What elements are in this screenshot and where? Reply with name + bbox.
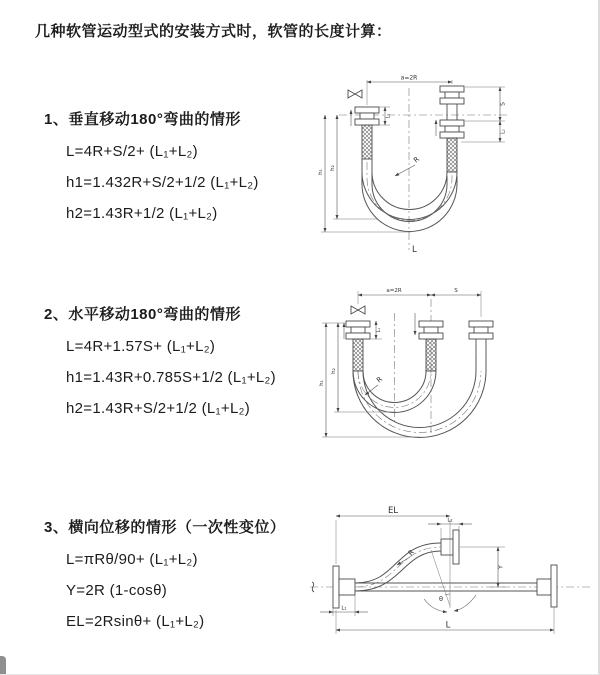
dimension-a2r (367, 75, 452, 106)
dimension-s (431, 288, 481, 295)
label-y: Y (496, 565, 505, 569)
dimension-s (465, 87, 507, 121)
formula-line: L=4R+1.57S+ (L₁+L₂) (66, 338, 216, 355)
section-1-heading: 1、垂直移动180°弯曲的情形 (44, 111, 241, 128)
diagram-horizontal-bend-svg (318, 283, 600, 455)
section-3 (44, 516, 285, 637)
diagram-lateral-displacement (300, 502, 600, 642)
dimension-l1 (370, 321, 382, 339)
formula-line: L=4R+S/2+ (L₁+L₂) (66, 143, 198, 160)
hose-s-curve (355, 543, 441, 591)
valve-icon (351, 306, 365, 314)
hose-centerline (367, 162, 452, 221)
braided-section (362, 125, 372, 159)
dimension-l (336, 607, 554, 634)
label-r: R (375, 375, 385, 385)
label-l-total: L (412, 245, 417, 255)
diagram-lateral-displacement-svg (300, 502, 600, 642)
dimension-l1 (320, 595, 368, 616)
formula-line: L=πRθ/90+ (L₁+L₂) (66, 551, 198, 568)
dimension-y (460, 547, 505, 587)
formula-line: h2=1.43R+S/2+1/2 (L₁+L₂) (66, 400, 251, 417)
valve-icon (348, 90, 362, 98)
label-h2: h₂ (330, 165, 336, 171)
left-flange (333, 566, 355, 608)
label-s: S (454, 288, 458, 294)
section-3-heading: 3、横向位移的情形（一次性变位） (44, 519, 286, 536)
radius-callout (395, 155, 421, 176)
label-a2r: a=2R (386, 288, 402, 294)
displaced-hose-end (469, 321, 493, 357)
label-l2: L₂ (500, 129, 507, 134)
formula-line: h1=1.43R+0.785S+1/2 (L₁+L₂) (66, 369, 276, 386)
label-l1: L₁ (341, 605, 347, 612)
braided-section (426, 339, 436, 371)
diagram-vertical-bend-svg (315, 72, 590, 254)
centerlines (395, 299, 432, 433)
braided-section (447, 138, 457, 172)
hose-u-curves (362, 159, 457, 232)
section-2-heading: 2、水平移动180°弯曲的情形 (44, 306, 241, 323)
dimension-h1 (319, 323, 420, 437)
section-2 (44, 303, 276, 424)
label-el: EL (387, 506, 399, 516)
left-hose-end (344, 321, 370, 371)
right-flange-original (537, 565, 557, 607)
page-title: 几种软管运动型式的安装方式时，软管的长度计算： (35, 23, 392, 40)
dimension-a2r (358, 288, 481, 317)
label-a2r: a=2R (400, 74, 418, 82)
label-l2: L₂ (447, 517, 453, 524)
section-1 (44, 108, 259, 229)
label-h2: h₂ (331, 368, 337, 374)
swing-arrow (454, 595, 476, 611)
label-h1: h₁ (319, 380, 325, 386)
hose-u-curves (353, 357, 486, 438)
diagram-vertical-bend (315, 72, 590, 254)
label-h1: h₁ (318, 169, 324, 175)
braided-section (353, 339, 363, 371)
swing-arrow (424, 599, 447, 612)
middle-hose-end (415, 313, 443, 371)
scan-artifact (0, 656, 6, 675)
formula-line: EL=2Rsinθ+ (L₁+L₂) (66, 613, 205, 630)
label-s: S (499, 102, 507, 106)
right-hose-end (436, 86, 464, 172)
dimension-l2 (461, 121, 507, 142)
formula-line: h1=1.432R+S/2+1/2 (L₁+L₂) (66, 174, 259, 191)
label-r: R (412, 155, 422, 165)
angle-theta-construction (424, 517, 476, 612)
label-r: R (406, 548, 416, 558)
diagram-horizontal-bend (318, 283, 600, 455)
radius-callout (365, 375, 384, 395)
label-l1: L₁ (377, 327, 382, 333)
label-theta: θ (439, 595, 443, 603)
label-l1: L₁ (385, 113, 392, 119)
formula-line: Y=2R (1-cosθ) (66, 582, 168, 599)
label-l-total: L (445, 620, 451, 631)
formula-line: h2=1.43R+1/2 (L₁+L₂) (66, 205, 218, 222)
radius-callout (397, 548, 416, 565)
